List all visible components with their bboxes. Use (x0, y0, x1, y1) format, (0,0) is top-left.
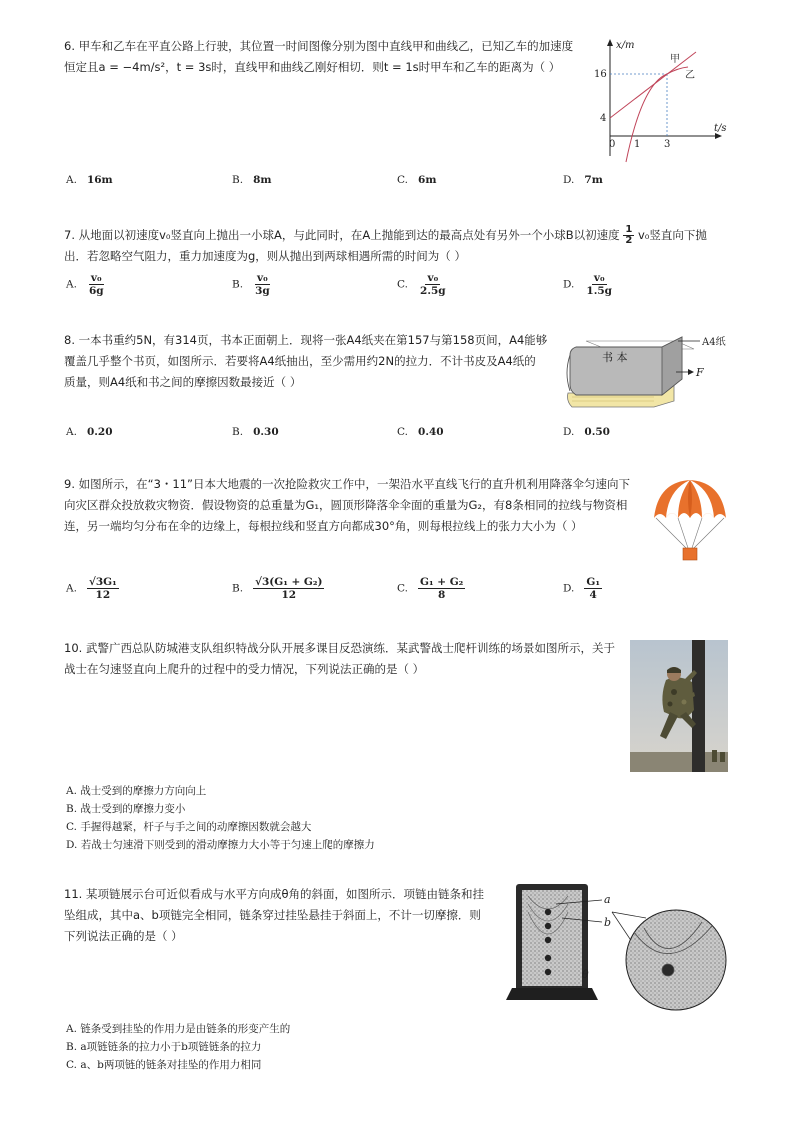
q8-line2: 覆盖几乎整个书页，如图所示．若要将A4纸抽出，至少需用约2N的拉力．不计书皮及A4纸的 (64, 354, 536, 368)
q8-option-d[interactable]: D. 0.50 (563, 426, 610, 438)
q6-option-a[interactable]: A. 16m (66, 174, 113, 186)
q8-option-a[interactable]: A. 0.20 (66, 426, 113, 438)
q7-line1-end: v₀竖直向下抛 (637, 228, 707, 242)
q8-line3: 质量，则A4纸和书之间的摩擦因数最接近（ ） (64, 375, 302, 389)
q6-line-jia (610, 52, 696, 118)
q10-options (66, 782, 375, 854)
question-11 (64, 884, 504, 947)
q6-t-tick-1: 1 (634, 139, 641, 150)
q6-y-axis-label: x/m (616, 40, 635, 51)
q6-t-tick-3: 3 (664, 139, 671, 150)
q10-option-c[interactable]: C. 手握得越紧，杆子与手之间的动摩擦因数就会越大 (66, 821, 312, 833)
q11-option-a[interactable]: A. 链条受到挂坠的作用力是由链条的形变产生的 (66, 1023, 291, 1035)
q11-option-c[interactable]: C. a、b两项链的链条对挂坠的作用力相同 (66, 1059, 262, 1071)
q8-book-figure (566, 333, 736, 411)
q11-label-a: a (604, 893, 611, 906)
q6-x-tick-16: 16 (594, 69, 607, 80)
q10-option-b[interactable]: B. 战士受到的摩擦力变小 (66, 803, 186, 815)
q7-line2: 出．若忽略空气阻力，重力加速度为g，则从抛出到两球相遇所需的时间为（ ） (64, 249, 466, 263)
q6-option-b[interactable]: B. 8m (232, 174, 272, 186)
q10-soldier-climbing-photo (630, 640, 728, 772)
q6-x-tick-4: 4 (600, 113, 607, 124)
q8-option-b[interactable]: B. 0.30 (232, 426, 279, 438)
q11-options (66, 1020, 290, 1074)
q9-option-b[interactable]: B. $\frac{\text{√3(G₁ + G₂)}}{12}$ (232, 576, 323, 601)
q6-position-time-graph (590, 36, 730, 164)
q6-label-jia: 甲 (670, 54, 680, 65)
q7-option-a[interactable]: A. $\frac{\text{v₀}}{6g}$ (66, 272, 104, 297)
q9-line3: 连，另一端均匀分布在伞的边缘上，每根拉线和竖直方向都成30°角，则每根拉线上的张力大小为（ ） (64, 519, 583, 533)
q11-option-b[interactable]: B. a项链链条的拉力小于b项链链条的拉力 (66, 1041, 262, 1053)
q8-book-title: 书 本 (602, 351, 628, 364)
q8-option-c[interactable]: C. 0.40 (397, 426, 444, 438)
q9-line1: 9. 如图所示，在“3・11”日本大地震的一次抢险救灾工作中，一架沿水平直线飞行的直升机利用降落伞匀速向下 (64, 477, 630, 491)
q6-label-yi: 乙 (685, 70, 695, 81)
q7-option-b[interactable]: B. $\frac{\text{v₀}}{3g}$ (232, 272, 270, 297)
q9-option-a[interactable]: A. $\frac{\text{√3G₁}}{12}$ (66, 576, 117, 601)
question-8 (64, 330, 564, 393)
q10-option-d[interactable]: D. 若战士匀速滑下则受到的滑动摩擦力大小等于匀速上爬的摩擦力 (66, 839, 375, 851)
q9-line2: 向灾区群众投放救灾物资．假设物资的总重量为G₁，圆顶形降落伞伞面的重量为G₂，有8条相同的拉线与物资相 (64, 498, 628, 512)
q6-x-axis-label: t/s (714, 123, 727, 134)
q11-line3: 下列说法正确的是（ ） (64, 929, 183, 943)
q8-force-label: F (696, 366, 704, 379)
q9-parachute-figure (650, 478, 730, 568)
q7-line1: 7. 从地面以初速度v₀竖直向上抛出一小球A，与此同时，在A上抛能到达的最高点处有另外一个小球B以初速度 (64, 228, 620, 242)
q8-paper-label: A4纸 (702, 337, 726, 348)
question-6 (64, 36, 584, 78)
q11-label-b: b (604, 916, 612, 929)
q7-option-c[interactable]: C. $\frac{\text{v₀}}{2.5g}$ (397, 272, 446, 297)
q10-line2: 战士在匀速竖直向上爬升的过程中的受力情况，下列说法正确的是（ ） (64, 662, 425, 676)
question-9 (64, 474, 654, 537)
q11-line2: 坠组成，其中a、b项链完全相同，链条穿过挂坠悬挂于斜面上，不计一切摩擦．则 (64, 908, 481, 922)
q11-line1: 11. 某项链展示台可近似看成与水平方向成θ角的斜面，如图所示．项链由链条和挂 (64, 887, 484, 901)
q6-line2: 恒定且a = −4m/s²，t = 3s时，直线甲和曲线乙刚好相切．则t = 1s时甲车和乙车的距离为（ ） (64, 60, 561, 74)
q8-line1: 8. 一本书重约5N，有314页，书本正面朝上．现将一张A4纸夹在第157与第158页间，A4能够 (64, 333, 548, 347)
q6-option-d[interactable]: D. 7m (563, 174, 603, 186)
q9-option-d[interactable]: D. $\frac{\text{G₁}}{4}$ (563, 576, 600, 601)
q11-label-theta: θ (582, 968, 589, 981)
q6-origin-label: 0 (609, 139, 616, 150)
q7-option-d[interactable]: D. $\frac{\text{v₀}}{1.5g}$ (563, 272, 613, 297)
q11-necklace-display-figure (506, 882, 732, 1014)
q9-option-c[interactable]: C. $\frac{\text{G₁ + G₂}}{8}$ (397, 576, 464, 601)
q6-line1: 6. 甲车和乙车在平直公路上行驶，其位置一时间图像分别为图中直线甲和曲线乙，已知乙车的加速度 (64, 39, 574, 53)
q10-line1: 10. 武警广西总队防城港支队组织特战分队开展多课目反恐演练．某武警战士爬杆训练的场景如图所示，关于 (64, 641, 615, 655)
q7-half-fraction: $\frac{1}{2}$ (625, 224, 633, 246)
q10-option-a[interactable]: A. 战士受到的摩擦力方向向上 (66, 785, 207, 797)
q6-option-c[interactable]: C. 6m (397, 174, 437, 186)
question-7 (64, 225, 744, 267)
question-10 (64, 638, 624, 680)
